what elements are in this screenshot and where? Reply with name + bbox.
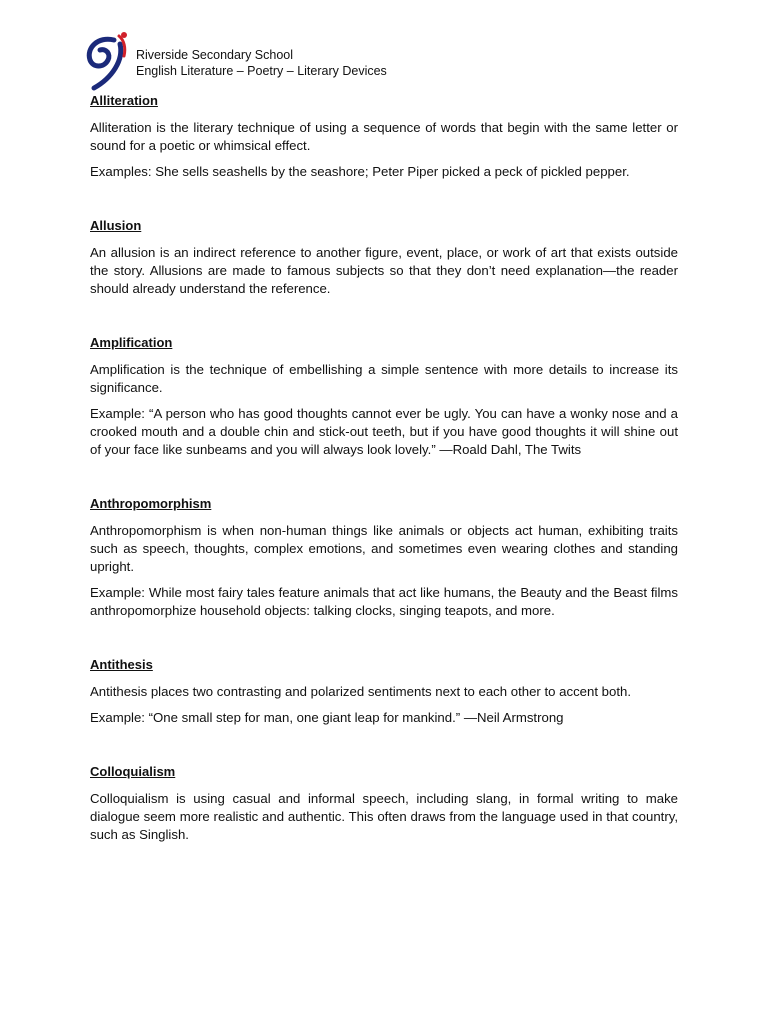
page-header [84, 30, 684, 94]
section-heading: Colloquialism [90, 764, 176, 779]
school-logo-icon [84, 30, 132, 94]
section-alliteration [90, 92, 678, 181]
section-heading: Antithesis [90, 657, 153, 672]
section-paragraph: Colloquialism is using casual and informal speech, including slang, in formal writing to make dialogue seem more realistic and authentic. This often draws from the language used in that country, such as Singlish. [90, 791, 678, 842]
section-paragraph: An allusion is an indirect reference to another figure, event, place, or work of art that exists outside the story. Allusions are made to famous subjects so that they don’t need explanation—the reader should already understand the reference. [90, 245, 678, 296]
section-heading: Anthropomorphism [90, 496, 212, 511]
section-paragraph: Example: “A person who has good thoughts cannot ever be ugly. You can have a wonky nose and a crooked mouth and a double chin and stick-out teeth, but if you have good thoughts it will shine out of your face like sunbeams and you will always look lovely.” —Roald Dahl, The Twits [90, 406, 678, 457]
section-antithesis [90, 656, 678, 727]
document-body [90, 92, 678, 852]
section-heading: Allusion [90, 218, 142, 233]
section-paragraph: Example: While most fairy tales feature animals that act like humans, the Beauty and the Beast films anthropomorphize household objects: talking clocks, singing teapots, and more. [90, 585, 678, 618]
section-paragraph: Amplification is the technique of embellishing a simple sentence with more details to increase its significance. [90, 362, 678, 395]
section-allusion [90, 217, 678, 298]
section-amplification [90, 334, 678, 459]
header-text [136, 47, 387, 79]
section-paragraph: Alliteration is the literary technique of using a sequence of words that begin with the same letter or sound for a poetic or whimsical effect. [90, 120, 678, 153]
section-paragraph: Examples: She sells seashells by the seashore; Peter Piper picked a peck of pickled pepper. [90, 164, 630, 179]
section-paragraph: Antithesis places two contrasting and polarized sentiments next to each other to accent both. [90, 684, 632, 699]
section-paragraph: Anthropomorphism is when non-human things like animals or objects act human, exhibiting traits such as speech, thoughts, complex emotions, and sometimes even wearing clothes and standing upright. [90, 523, 678, 574]
section-paragraph: Example: “One small step for man, one giant leap for mankind.” —Neil Armstrong [90, 710, 564, 725]
course-title: English Literature – Poetry – Literary Devices [136, 64, 387, 78]
school-name: Riverside Secondary School [136, 48, 294, 62]
section-anthropomorphism [90, 495, 678, 620]
section-colloquialism [90, 763, 678, 844]
section-heading: Amplification [90, 335, 173, 350]
section-heading: Alliteration [90, 93, 158, 108]
